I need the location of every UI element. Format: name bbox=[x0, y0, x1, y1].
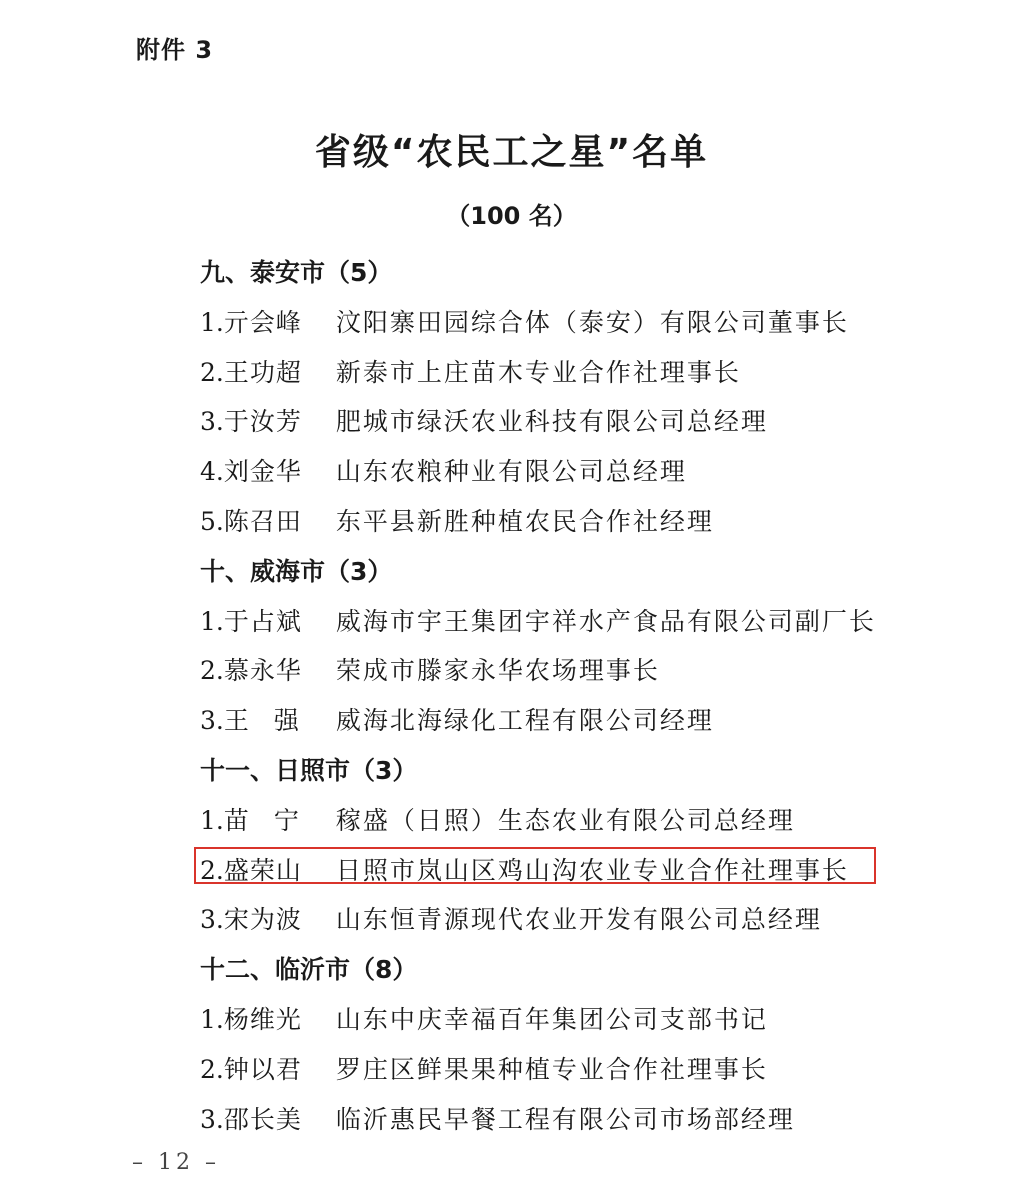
entry-number: 1. bbox=[200, 805, 224, 835]
entry-description: 威海北海绿化工程有限公司经理 bbox=[335, 706, 714, 736]
entry-number: 3. bbox=[200, 905, 224, 935]
attachment-label: 附件 3 bbox=[136, 36, 214, 64]
list-item bbox=[200, 995, 960, 1045]
list-item bbox=[200, 1095, 960, 1145]
entry-name: 盛荣山 bbox=[223, 855, 302, 885]
section-heading-rizhao: 十一、日照市（3） bbox=[200, 755, 418, 785]
section-heading-taian: 九、泰安市（5） bbox=[200, 258, 393, 287]
entry-name: 刘金华 bbox=[223, 457, 302, 487]
entry-number: 2. bbox=[200, 357, 224, 387]
list-item bbox=[200, 796, 960, 846]
entry-name: 钟以君 bbox=[223, 1054, 302, 1084]
entry-number: 1. bbox=[200, 307, 224, 337]
list-item bbox=[200, 447, 960, 497]
section-heading-weihai: 十、威海市（3） bbox=[200, 556, 393, 586]
entry-description: 山东恒青源现代农业开发有限公司总经理 bbox=[335, 905, 822, 935]
highlighted-list-item bbox=[200, 846, 960, 896]
entry-description: 日照市岚山区鸡山沟农业专业合作社理事长 bbox=[335, 855, 849, 885]
page-title: 省级“农民工之星”名单 bbox=[314, 132, 709, 173]
list-item bbox=[200, 895, 960, 945]
entry-description: 临沂惠民早餐工程有限公司市场部经理 bbox=[335, 1104, 795, 1134]
entry-number: 3. bbox=[200, 407, 224, 437]
entry-name: 杨维光 bbox=[223, 1004, 302, 1034]
section-heading-linyi: 十二、临沂市（8） bbox=[200, 955, 418, 985]
entry-description: 东平县新胜种植农民合作社经理 bbox=[335, 506, 714, 536]
entry-name: 苗 宁 bbox=[223, 805, 299, 835]
entry-description: 山东中庆幸福百年集团公司支部书记 bbox=[335, 1004, 768, 1034]
entry-number: 2. bbox=[200, 855, 224, 885]
entry-name: 王功超 bbox=[223, 357, 302, 387]
list-item bbox=[200, 397, 960, 447]
entry-number: 4. bbox=[200, 457, 224, 487]
entry-description: 新泰市上庄苗木专业合作社理事长 bbox=[335, 357, 741, 387]
entry-description: 威海市宇王集团宇祥水产食品有限公司副厂长 bbox=[335, 606, 876, 636]
name-list bbox=[200, 248, 960, 1144]
list-item bbox=[200, 497, 960, 547]
entry-name: 邵长美 bbox=[223, 1104, 302, 1134]
list-item bbox=[200, 597, 960, 647]
entry-number: 1. bbox=[200, 1004, 224, 1034]
page-subtitle: （100 名） bbox=[446, 202, 577, 230]
list-item bbox=[200, 1045, 960, 1095]
entry-description: 荣成市滕家永华农场理事长 bbox=[335, 656, 660, 686]
entry-description: 肥城市绿沃农业科技有限公司总经理 bbox=[335, 407, 768, 437]
entry-number: 2. bbox=[200, 1054, 224, 1084]
entry-name: 亓会峰 bbox=[223, 307, 302, 337]
entry-number: 3. bbox=[200, 706, 224, 736]
list-item bbox=[200, 696, 960, 746]
entry-name: 宋为波 bbox=[223, 905, 302, 935]
entry-name: 王 强 bbox=[223, 706, 299, 736]
entry-description: 山东农粮种业有限公司总经理 bbox=[335, 457, 687, 487]
entry-name: 慕永华 bbox=[223, 656, 302, 686]
entry-number: 1. bbox=[200, 606, 224, 636]
list-item bbox=[200, 348, 960, 398]
page-number: – 12 – bbox=[132, 1150, 220, 1175]
entry-number: 3. bbox=[200, 1104, 224, 1134]
entry-number: 2. bbox=[200, 656, 224, 686]
entry-name: 于占斌 bbox=[223, 606, 302, 636]
entry-description: 罗庄区鲜果果种植专业合作社理事长 bbox=[335, 1054, 768, 1084]
entry-description: 稼盛（日照）生态农业有限公司总经理 bbox=[335, 805, 795, 835]
list-item bbox=[200, 298, 960, 348]
entry-description: 汶阳寨田园综合体（泰安）有限公司董事长 bbox=[335, 307, 849, 337]
entry-number: 5. bbox=[200, 506, 224, 536]
entry-name: 陈召田 bbox=[223, 506, 302, 536]
list-item bbox=[200, 646, 960, 696]
entry-name: 于汝芳 bbox=[223, 407, 302, 437]
